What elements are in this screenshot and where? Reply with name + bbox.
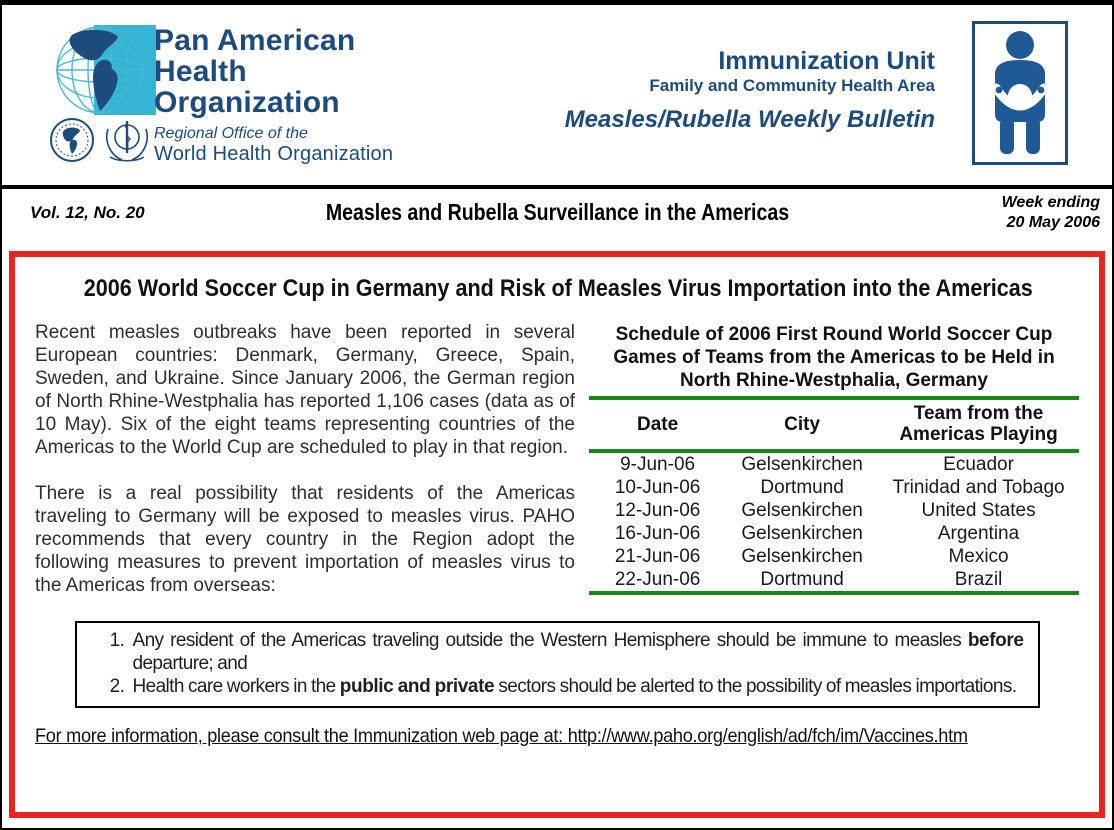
regional-office-line1: Regional Office of the xyxy=(154,125,308,142)
column-header-team: Team from the Americas Playing xyxy=(878,398,1079,451)
table-row xyxy=(589,545,1079,568)
volume-number: Vol. 12, No. 20 xyxy=(30,203,145,222)
table-row xyxy=(589,499,1079,522)
recommendation-2-text-end: sectors should be alerted to the possibility of measles importations. xyxy=(494,676,1017,697)
bulletin-title: Measles/Rubella Weekly Bulletin xyxy=(564,106,935,133)
adult-holding-child-icon xyxy=(983,30,1057,156)
article-paragraph-2: There is a real possibility that residents of the Americas traveling to Germany will be exposed to measles virus. PAHO recommends that every country in the Region adopt the following measures to prevent importation of measles virus to the Americas from overseas: xyxy=(35,483,575,596)
recommendation-item-2 xyxy=(129,675,1024,698)
week-ending xyxy=(1002,193,1100,233)
schedule-column xyxy=(575,321,1079,597)
paho-seal-icon xyxy=(48,116,96,164)
city-cell: Dortmund xyxy=(760,477,844,498)
recommendation-1-text-end: departure; and xyxy=(132,653,248,674)
recommendation-1-text: Any resident of the Americas traveling outside the Western Hemisphere should be immune to measles xyxy=(132,630,968,651)
unit-block xyxy=(565,47,935,134)
recommendation-1-bold: before xyxy=(967,630,1024,651)
article-columns xyxy=(31,321,1083,597)
org-name-line: Pan American xyxy=(154,24,356,57)
schedule-table xyxy=(589,396,1079,595)
table-row xyxy=(589,522,1079,545)
city-cell: Gelsenkirchen xyxy=(741,500,863,521)
recommendation-item-1 xyxy=(129,629,1024,675)
team-cell: Mexico xyxy=(948,546,1009,567)
article-paragraph-1: Recent measles outbreaks have been reported in several European countries: Denmark, Germany, Greece, Spain, Sweden, and Ukraine. Since January 2006, the German region of North Rhine-Westphalia has reported 1,106 cases (data as of 10 May). Six of the eight teams representing countries of the Americas to the World Cup are scheduled to play in that region. xyxy=(35,322,575,458)
masthead-title xyxy=(2,199,1112,226)
city-cell: Gelsenkirchen xyxy=(741,546,863,567)
city-cell: Dortmund xyxy=(760,569,844,590)
team-cell: United States xyxy=(921,500,1036,521)
masthead-strip xyxy=(2,189,1112,251)
article-text-column xyxy=(35,321,575,597)
footer-info-line xyxy=(31,725,1083,748)
footer-text: For more information, please consult the Immunization web page at: xyxy=(35,725,568,747)
schedule-table-title: Schedule of 2006 First Round World Soccer Cup Games of Teams from the Americas to be Held in North Rhine-Westphalia, Germany xyxy=(613,324,1055,391)
team-cell: Brazil xyxy=(954,569,1003,590)
header xyxy=(2,5,1112,185)
team-cell: Ecuador xyxy=(943,454,1014,475)
date-cell: 22-Jun-06 xyxy=(614,569,701,590)
city-cell: Gelsenkirchen xyxy=(741,454,863,475)
table-row xyxy=(589,568,1079,593)
date-cell: 10-Jun-06 xyxy=(614,477,701,498)
city-cell: Gelsenkirchen xyxy=(741,523,863,544)
vaccines-url-link[interactable]: http://www.paho.org/english/ad/fch/im/Vaccines.htm xyxy=(567,725,968,747)
column-header-date: Date xyxy=(589,398,726,451)
org-name xyxy=(154,25,355,118)
schedule-header-row xyxy=(589,398,1079,451)
recommendation-2-bold: public and private xyxy=(339,676,495,697)
table-row xyxy=(589,476,1079,499)
week-ending-line2: 20 May 2006 xyxy=(1006,214,1100,231)
unit-subtitle: Family and Community Health Area xyxy=(649,76,935,95)
table-row xyxy=(589,451,1079,476)
regional-office-text xyxy=(154,125,393,166)
regional-office-line2: World Health Organization xyxy=(154,143,394,165)
masthead-title-text: Measles and Rubella Surveillance in the Americas xyxy=(325,199,789,225)
recommendations-box xyxy=(75,621,1040,708)
team-cell: Argentina xyxy=(937,523,1020,544)
org-seals xyxy=(48,115,152,165)
paho-globe-logo xyxy=(54,25,156,121)
date-cell: 21-Jun-06 xyxy=(614,546,701,567)
who-emblem-icon xyxy=(102,115,152,165)
article-headline-text: 2006 World Soccer Cup in Germany and Risk of Measles Virus Importation into the Americas xyxy=(83,275,1033,302)
unit-title: Immunization Unit xyxy=(718,47,935,75)
immunization-logo-box xyxy=(972,21,1068,165)
article-panel xyxy=(9,251,1105,818)
org-name-line: Health xyxy=(154,55,247,88)
week-ending-line1: Week ending xyxy=(1001,194,1100,211)
team-cell: Trinidad and Tobago xyxy=(892,477,1065,498)
date-cell: 16-Jun-06 xyxy=(614,523,701,544)
column-header-city: City xyxy=(726,398,878,451)
article-headline xyxy=(31,275,1083,303)
date-cell: 9-Jun-06 xyxy=(620,454,696,475)
recommendation-2-text: Health care workers in the xyxy=(132,676,340,697)
org-name-line: Organization xyxy=(154,86,340,119)
date-cell: 12-Jun-06 xyxy=(614,500,701,521)
